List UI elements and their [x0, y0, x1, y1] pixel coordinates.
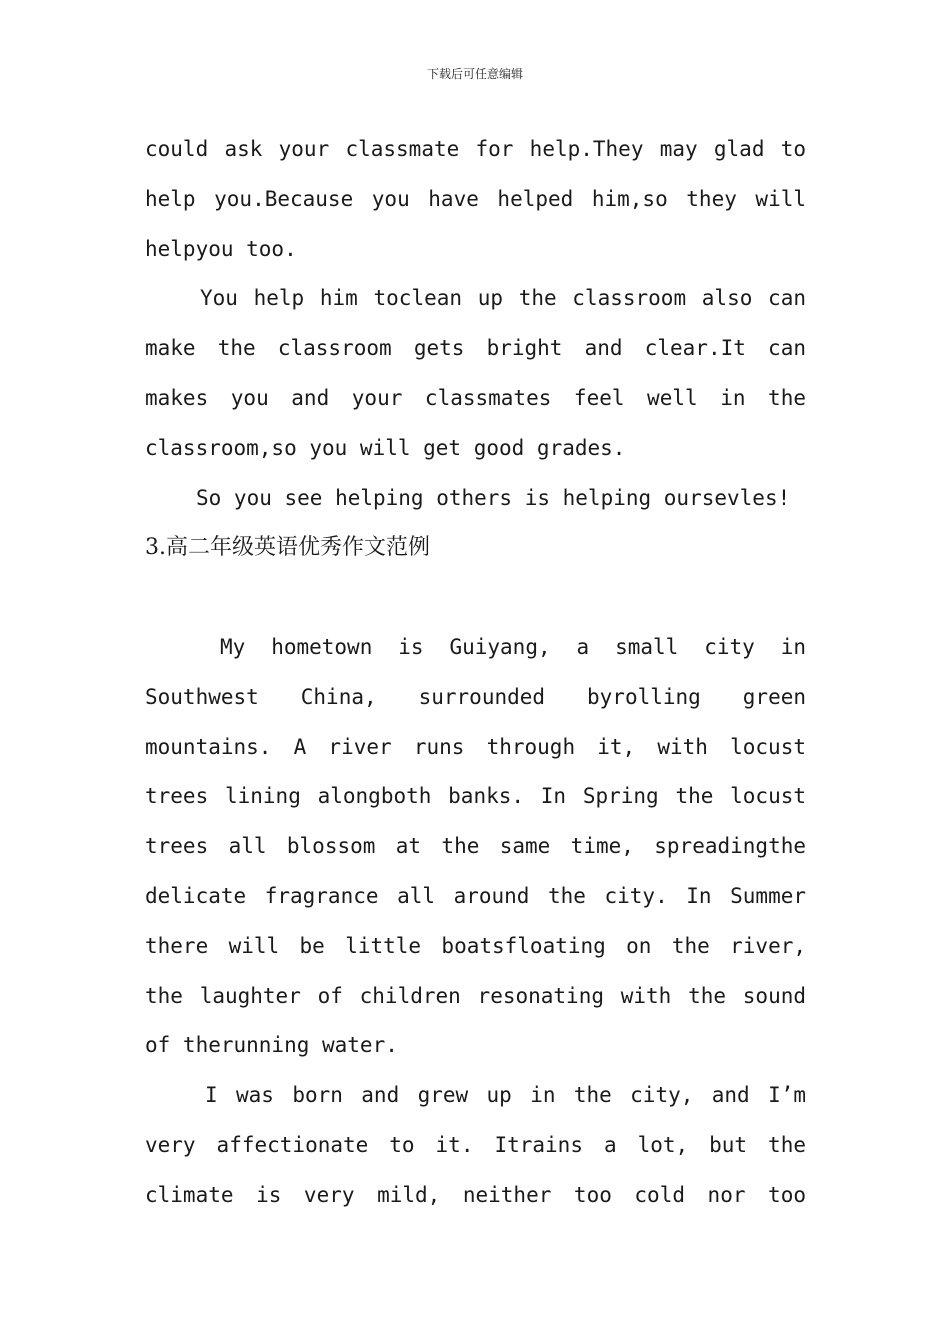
blank-line — [145, 573, 806, 623]
text-line: very affectionate to it. Itrains a lot, but the — [145, 1132, 806, 1157]
text-line: of therunning water. — [145, 1033, 398, 1058]
text-line: You help him toclean up the classroom also can — [200, 286, 806, 311]
page-header: 下载后可任意编辑 — [426, 67, 523, 81]
text-line: climate is very mild, neither too cold nor too — [145, 1182, 806, 1207]
text-line: So you see helping others is helping oursevles! — [196, 485, 791, 510]
text-line: make the classroom gets bright and clear.It can — [145, 336, 806, 361]
text-line: classroom,so you will get good grades. — [145, 435, 626, 460]
document-body — [145, 125, 806, 1221]
text-line: trees all blossom at the same time, spreadingthe — [145, 834, 806, 859]
text-line: trees lining alongboth banks. In Spring the locust — [145, 784, 806, 809]
text-line: My hometown is Guiyang, a small city in — [220, 634, 806, 659]
text-line: I was born and grew up in the city, and I’m — [205, 1083, 806, 1108]
text-line: Southwest China, surrounded byrolling green — [145, 684, 806, 709]
text-line: mountains. A river runs through it, with locust — [145, 734, 806, 759]
text-line: makes you and your classmates feel well in the — [145, 385, 806, 410]
text-line: the laughter of children resonating with the sound — [145, 983, 806, 1008]
text-line: helpyou too. — [145, 236, 297, 261]
text-line: could ask your classmate for help.They may glad to — [145, 137, 806, 161]
text-line: delicate fragrance all around the city. In Summer — [145, 883, 806, 908]
text-line: there will be little boatsfloating on the river, — [145, 933, 806, 958]
text-line: help you.Because you have helped him,so they will — [145, 186, 806, 211]
section-heading: 3.高二年级英语优秀作文范例 — [145, 535, 430, 561]
